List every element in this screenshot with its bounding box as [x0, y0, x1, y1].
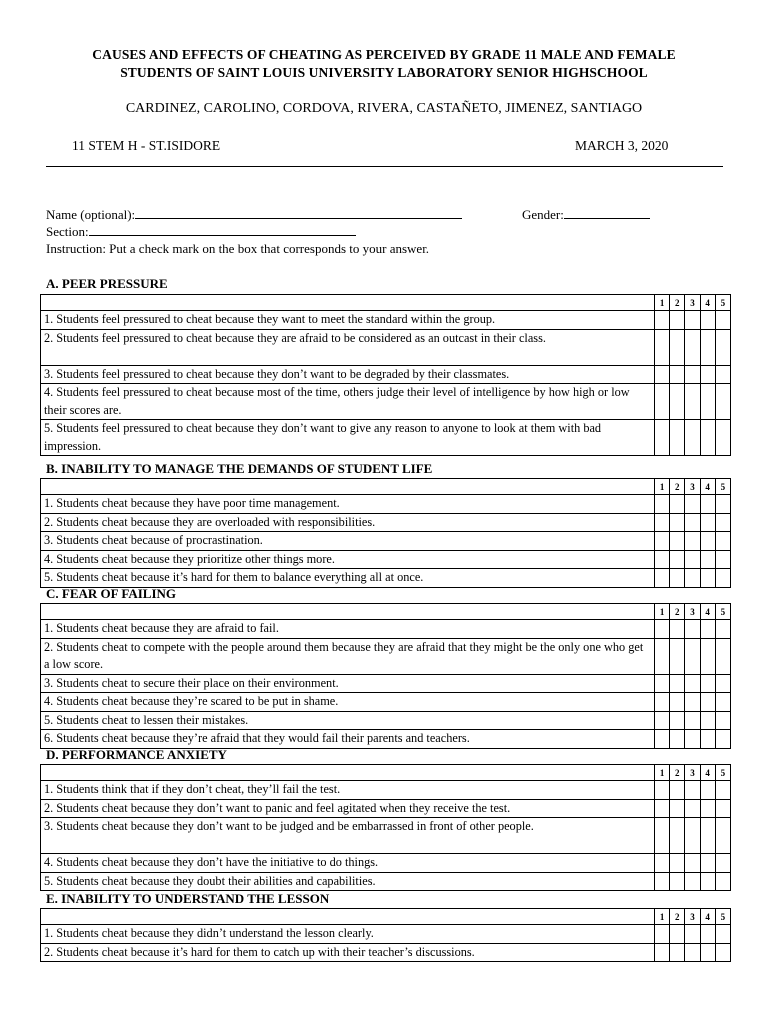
rating-checkbox-2[interactable] — [670, 854, 685, 873]
rating-checkbox-4[interactable] — [700, 730, 715, 749]
scale-label: 1 — [655, 604, 670, 620]
rating-checkbox-5[interactable] — [715, 384, 730, 420]
question-text: 3. Students feel pressured to cheat because they don’t want to be degraded by their classmates. — [41, 365, 655, 384]
gender-field-row — [522, 206, 650, 223]
scale-label: 3 — [685, 295, 700, 311]
authors: CARDINEZ, CAROLINO, CORDOVA, RIVERA, CASTAÑETO, JIMENEZ, SANTIAGO — [125, 101, 643, 116]
rating-checkbox-2[interactable] — [670, 872, 685, 891]
rating-checkbox-4[interactable] — [700, 311, 715, 330]
rating-checkbox-3[interactable] — [685, 943, 700, 962]
rating-checkbox-4[interactable] — [700, 693, 715, 712]
section-heading: E. INABILITY TO UNDERSTAND THE LESSON — [46, 891, 330, 906]
rating-table — [40, 764, 731, 891]
rating-checkbox-2[interactable] — [670, 693, 685, 712]
rating-checkbox-5[interactable] — [715, 569, 730, 588]
question-text: 6. Students cheat because they’re afraid that they would fail their parents and teachers. — [41, 730, 655, 749]
class-section: 11 STEM H - ST.ISIDORE — [72, 138, 221, 153]
rating-checkbox-2[interactable] — [670, 550, 685, 569]
rating-checkbox-2[interactable] — [670, 711, 685, 730]
section-heading: D. PERFORMANCE ANXIETY — [46, 747, 227, 762]
rating-checkbox-4[interactable] — [700, 513, 715, 532]
table-row — [41, 620, 731, 639]
scale-header-row — [41, 479, 731, 495]
question-text: 1. Students feel pressured to cheat because they want to meet the standard within the group. — [41, 311, 655, 330]
question-text: 2. Students cheat because they don’t want to panic and feel agitated when they receive the test. — [41, 799, 655, 818]
table-row — [41, 872, 731, 891]
rating-checkbox-2[interactable] — [670, 943, 685, 962]
rating-checkbox-3[interactable] — [685, 730, 700, 749]
question-text: 4. Students feel pressured to cheat because most of the time, others judge their level of intelligence by how high or low their scores are. — [41, 384, 655, 420]
rating-checkbox-1[interactable] — [655, 872, 670, 891]
question-text: 4. Students cheat because they’re scared to be put in shame. — [41, 693, 655, 712]
rating-checkbox-5[interactable] — [715, 620, 730, 639]
header-divider — [46, 166, 723, 167]
rating-checkbox-4[interactable] — [700, 781, 715, 800]
title-line-2: STUDENTS OF SAINT LOUIS UNIVERSITY LABORATORY SENIOR HIGHSCHOOL — [120, 65, 648, 80]
rating-checkbox-5[interactable] — [715, 730, 730, 749]
rating-checkbox-1[interactable] — [655, 674, 670, 693]
rating-checkbox-5[interactable] — [715, 329, 730, 365]
rating-checkbox-4[interactable] — [700, 799, 715, 818]
scale-label: 5 — [715, 295, 730, 311]
table-row — [41, 420, 731, 456]
question-text: 5. Students feel pressured to cheat because they don’t want to give any reason to anyone to look at them with bad impression. — [41, 420, 655, 456]
rating-checkbox-1[interactable] — [655, 799, 670, 818]
scale-label: 2 — [670, 765, 685, 781]
rating-checkbox-4[interactable] — [700, 638, 715, 674]
rating-checkbox-3[interactable] — [685, 620, 700, 639]
rating-checkbox-1[interactable] — [655, 943, 670, 962]
scale-label: 5 — [715, 604, 730, 620]
rating-checkbox-3[interactable] — [685, 872, 700, 891]
scale-label: 3 — [685, 765, 700, 781]
question-text: 1. Students cheat because they are afraid to fail. — [41, 620, 655, 639]
table-row — [41, 711, 731, 730]
rating-checkbox-4[interactable] — [700, 620, 715, 639]
rating-checkbox-2[interactable] — [670, 513, 685, 532]
gender-blank[interactable] — [564, 206, 650, 219]
rating-checkbox-1[interactable] — [655, 854, 670, 873]
rating-checkbox-3[interactable] — [685, 569, 700, 588]
table-row — [41, 799, 731, 818]
scale-label: 1 — [655, 909, 670, 925]
rating-checkbox-2[interactable] — [670, 569, 685, 588]
scale-label: 5 — [715, 765, 730, 781]
document-title — [40, 46, 728, 82]
table-row — [41, 943, 731, 962]
question-text: 1. Students think that if they don’t cheat, they’ll fail the test. — [41, 781, 655, 800]
rating-checkbox-1[interactable] — [655, 495, 670, 514]
name-label: Name (optional): — [46, 207, 136, 222]
rating-checkbox-5[interactable] — [715, 420, 730, 456]
scale-header-blank — [41, 295, 655, 311]
question-text: 1. Students cheat because they didn’t understand the lesson clearly. — [41, 925, 655, 944]
table-row — [41, 925, 731, 944]
rating-checkbox-3[interactable] — [685, 925, 700, 944]
rating-checkbox-4[interactable] — [700, 818, 715, 854]
scale-label: 2 — [670, 479, 685, 495]
rating-table — [40, 478, 731, 588]
rating-checkbox-1[interactable] — [655, 365, 670, 384]
rating-checkbox-2[interactable] — [670, 818, 685, 854]
table-row — [41, 638, 731, 674]
scale-label: 4 — [700, 909, 715, 925]
scale-label: 1 — [655, 479, 670, 495]
scale-label: 4 — [700, 479, 715, 495]
scale-label: 3 — [685, 479, 700, 495]
rating-checkbox-3[interactable] — [685, 513, 700, 532]
rating-checkbox-1[interactable] — [655, 781, 670, 800]
section-heading: C. FEAR OF FAILING — [46, 586, 176, 601]
question-text: 2. Students cheat because they are overloaded with responsibilities. — [41, 513, 655, 532]
table-row — [41, 854, 731, 873]
rating-table — [40, 294, 731, 456]
question-text: 5. Students cheat because it’s hard for them to balance everything all at once. — [41, 569, 655, 588]
rating-checkbox-5[interactable] — [715, 674, 730, 693]
rating-checkbox-5[interactable] — [715, 711, 730, 730]
rating-checkbox-1[interactable] — [655, 693, 670, 712]
rating-checkbox-5[interactable] — [715, 943, 730, 962]
rating-checkbox-4[interactable] — [700, 495, 715, 514]
question-text: 5. Students cheat to lessen their mistakes. — [41, 711, 655, 730]
rating-checkbox-2[interactable] — [670, 638, 685, 674]
rating-checkbox-4[interactable] — [700, 550, 715, 569]
rating-checkbox-5[interactable] — [715, 854, 730, 873]
question-text: 3. Students cheat because they don’t want to be judged and be embarrassed in front of other people. — [41, 818, 655, 854]
rating-checkbox-3[interactable] — [685, 550, 700, 569]
rating-checkbox-2[interactable] — [670, 620, 685, 639]
rating-checkbox-5[interactable] — [715, 781, 730, 800]
rating-checkbox-4[interactable] — [700, 854, 715, 873]
table-row — [41, 693, 731, 712]
section-heading: A. PEER PRESSURE — [46, 276, 168, 291]
rating-checkbox-5[interactable] — [715, 495, 730, 514]
table-row — [41, 329, 731, 365]
rating-checkbox-3[interactable] — [685, 420, 700, 456]
rating-checkbox-2[interactable] — [670, 799, 685, 818]
rating-checkbox-3[interactable] — [685, 532, 700, 551]
rating-checkbox-2[interactable] — [670, 674, 685, 693]
rating-checkbox-1[interactable] — [655, 711, 670, 730]
rating-checkbox-5[interactable] — [715, 365, 730, 384]
rating-checkbox-5[interactable] — [715, 818, 730, 854]
rating-checkbox-3[interactable] — [685, 365, 700, 384]
question-text: 5. Students cheat because they doubt their abilities and capabilities. — [41, 872, 655, 891]
document-date: MARCH 3, 2020 — [575, 138, 669, 153]
scale-label: 4 — [700, 765, 715, 781]
section-heading: B. INABILITY TO MANAGE THE DEMANDS OF STUDENT LIFE — [46, 461, 433, 476]
table-row — [41, 311, 731, 330]
section-label: Section: — [46, 224, 89, 239]
rating-checkbox-1[interactable] — [655, 569, 670, 588]
section-blank[interactable] — [89, 223, 356, 236]
rating-checkbox-3[interactable] — [685, 638, 700, 674]
scale-header-blank — [41, 479, 655, 495]
rating-table — [40, 603, 731, 749]
rating-checkbox-4[interactable] — [700, 711, 715, 730]
question-text: 2. Students cheat to compete with the people around them because they are afraid that they might be the only one who get a low score. — [41, 638, 655, 674]
rating-checkbox-2[interactable] — [670, 329, 685, 365]
rating-checkbox-4[interactable] — [700, 329, 715, 365]
rating-checkbox-4[interactable] — [700, 925, 715, 944]
question-text: 2. Students cheat because it’s hard for them to catch up with their teacher’s discussions. — [41, 943, 655, 962]
rating-checkbox-3[interactable] — [685, 781, 700, 800]
table-row — [41, 730, 731, 749]
rating-checkbox-3[interactable] — [685, 711, 700, 730]
rating-checkbox-1[interactable] — [655, 638, 670, 674]
rating-checkbox-1[interactable] — [655, 818, 670, 854]
scale-label: 1 — [655, 295, 670, 311]
rating-checkbox-1[interactable] — [655, 550, 670, 569]
rating-checkbox-4[interactable] — [700, 872, 715, 891]
rating-checkbox-5[interactable] — [715, 693, 730, 712]
instruction: Instruction: Put a check mark on the box that corresponds to your answer. — [46, 241, 430, 256]
scale-label: 5 — [715, 909, 730, 925]
rating-checkbox-1[interactable] — [655, 513, 670, 532]
rating-checkbox-1[interactable] — [655, 730, 670, 749]
rating-checkbox-3[interactable] — [685, 854, 700, 873]
rating-checkbox-5[interactable] — [715, 799, 730, 818]
rating-checkbox-2[interactable] — [670, 781, 685, 800]
rating-checkbox-2[interactable] — [670, 365, 685, 384]
table-row — [41, 532, 731, 551]
table-row — [41, 495, 731, 514]
table-row — [41, 365, 731, 384]
title-line-1: CAUSES AND EFFECTS OF CHEATING AS PERCEIVED BY GRADE 11 MALE AND FEMALE — [92, 47, 676, 62]
rating-checkbox-3[interactable] — [685, 495, 700, 514]
question-text: 3. Students cheat to secure their place on their environment. — [41, 674, 655, 693]
scale-header-blank — [41, 909, 655, 925]
rating-checkbox-2[interactable] — [670, 384, 685, 420]
scale-header-blank — [41, 604, 655, 620]
table-row — [41, 569, 731, 588]
rating-checkbox-5[interactable] — [715, 513, 730, 532]
rating-checkbox-3[interactable] — [685, 329, 700, 365]
rating-checkbox-5[interactable] — [715, 532, 730, 551]
rating-checkbox-5[interactable] — [715, 925, 730, 944]
scale-label: 1 — [655, 765, 670, 781]
rating-checkbox-5[interactable] — [715, 638, 730, 674]
scale-label: 4 — [700, 295, 715, 311]
rating-checkbox-4[interactable] — [700, 365, 715, 384]
rating-checkbox-3[interactable] — [685, 799, 700, 818]
rating-checkbox-1[interactable] — [655, 532, 670, 551]
rating-checkbox-2[interactable] — [670, 311, 685, 330]
scale-header-row — [41, 604, 731, 620]
rating-checkbox-1[interactable] — [655, 311, 670, 330]
rating-checkbox-5[interactable] — [715, 872, 730, 891]
table-row — [41, 384, 731, 420]
name-blank[interactable] — [135, 206, 462, 219]
rating-checkbox-2[interactable] — [670, 420, 685, 456]
gender-label: Gender: — [522, 207, 564, 222]
scale-label: 3 — [685, 909, 700, 925]
rating-checkbox-1[interactable] — [655, 620, 670, 639]
rating-checkbox-1[interactable] — [655, 329, 670, 365]
question-text: 3. Students cheat because of procrastination. — [41, 532, 655, 551]
rating-checkbox-3[interactable] — [685, 311, 700, 330]
table-row — [41, 781, 731, 800]
table-row — [41, 550, 731, 569]
scale-label: 4 — [700, 604, 715, 620]
scale-label: 2 — [670, 295, 685, 311]
rating-checkbox-4[interactable] — [700, 384, 715, 420]
rating-checkbox-3[interactable] — [685, 693, 700, 712]
question-text: 4. Students cheat because they don’t have the initiative to do things. — [41, 854, 655, 873]
rating-checkbox-4[interactable] — [700, 420, 715, 456]
table-row — [41, 818, 731, 854]
rating-checkbox-1[interactable] — [655, 925, 670, 944]
rating-checkbox-4[interactable] — [700, 674, 715, 693]
rating-checkbox-1[interactable] — [655, 420, 670, 456]
rating-checkbox-2[interactable] — [670, 730, 685, 749]
scale-header-row — [41, 765, 731, 781]
scale-label: 5 — [715, 479, 730, 495]
rating-checkbox-5[interactable] — [715, 311, 730, 330]
section-field-row — [46, 223, 356, 240]
rating-checkbox-2[interactable] — [670, 532, 685, 551]
rating-checkbox-3[interactable] — [685, 384, 700, 420]
rating-checkbox-5[interactable] — [715, 550, 730, 569]
rating-checkbox-3[interactable] — [685, 818, 700, 854]
name-field-row — [46, 206, 462, 223]
question-text: 2. Students feel pressured to cheat because they are afraid to be considered as an outcast in their class. — [41, 329, 655, 365]
rating-table — [40, 908, 731, 962]
question-text: 1. Students cheat because they have poor time management. — [41, 495, 655, 514]
table-row — [41, 674, 731, 693]
scale-label: 2 — [670, 909, 685, 925]
scale-header-blank — [41, 765, 655, 781]
rating-checkbox-4[interactable] — [700, 569, 715, 588]
rating-checkbox-1[interactable] — [655, 384, 670, 420]
scale-header-row — [41, 295, 731, 311]
rating-checkbox-2[interactable] — [670, 495, 685, 514]
table-row — [41, 513, 731, 532]
scale-label: 3 — [685, 604, 700, 620]
scale-label: 2 — [670, 604, 685, 620]
scale-header-row — [41, 909, 731, 925]
rating-checkbox-2[interactable] — [670, 925, 685, 944]
question-text: 4. Students cheat because they prioritize other things more. — [41, 550, 655, 569]
rating-checkbox-4[interactable] — [700, 943, 715, 962]
rating-checkbox-3[interactable] — [685, 674, 700, 693]
rating-checkbox-4[interactable] — [700, 532, 715, 551]
